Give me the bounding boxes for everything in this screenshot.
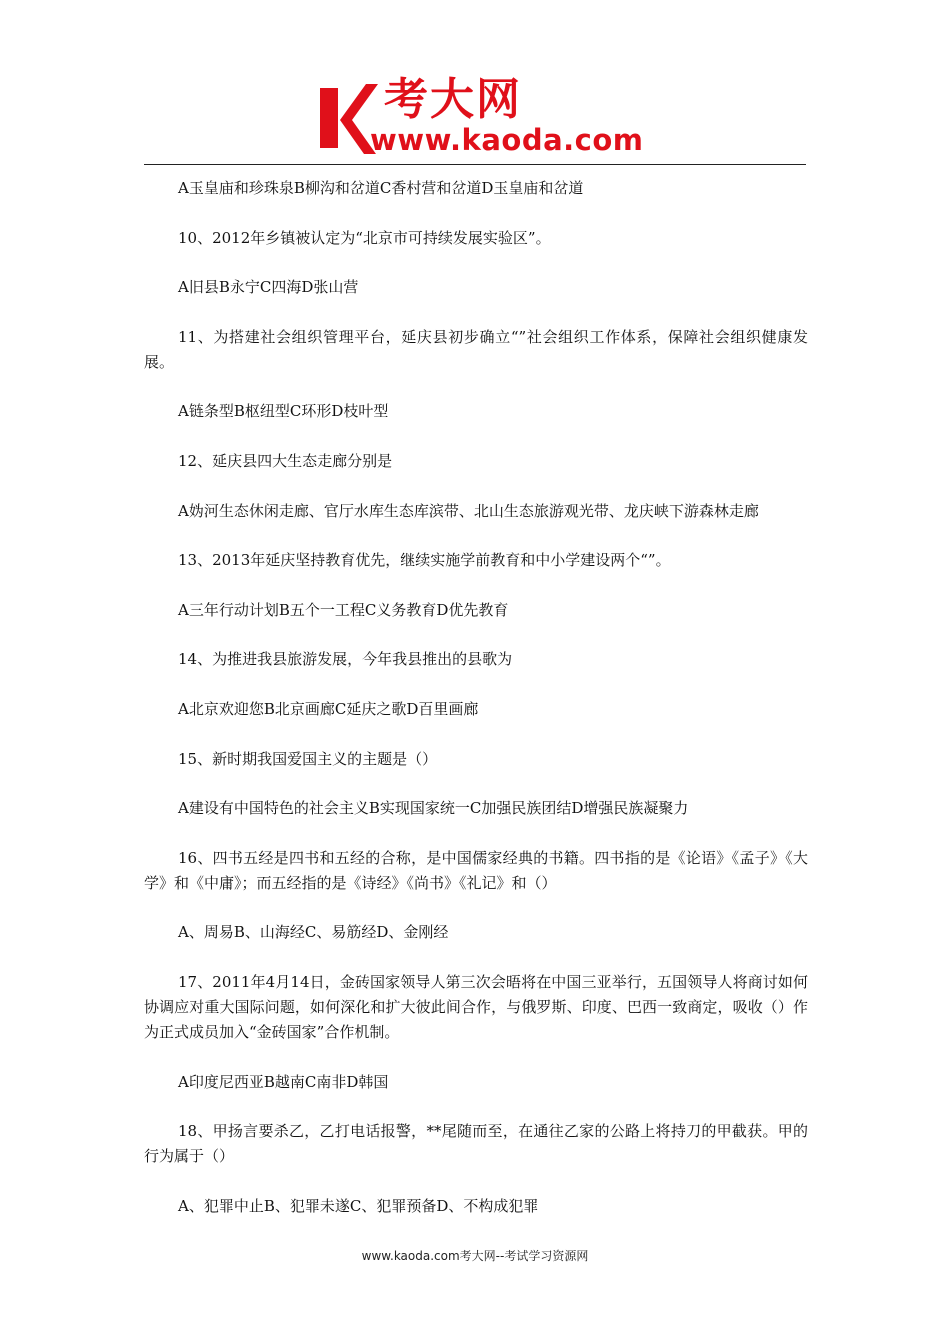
question-17: 17、2011年4月14日，金砖国家领导人第三次会晤将在中国三亚举行，五国领导人将商讨如何协调应对重大国际问题，如何深化和扩大彼此间合作，与俄罗斯、印度、巴西一致商定，吸收（）作为正式成员加入“金砖国家”合作机制。 [144, 972, 808, 1041]
k-logo-icon [318, 78, 378, 158]
question-10: 10、2012年乡镇被认定为“北京市可持续发展实验区”。 [178, 228, 551, 247]
answer-options-12: A妫河生态休闲走廊、官厅水库生态库滨带、北山生态旅游观光带、龙庆峡下游森林走廊 [178, 501, 759, 520]
header-divider [144, 164, 806, 165]
kaoda-logo[interactable] [318, 74, 648, 160]
question-16: 16、四书五经是四书和五经的合称，是中国儒家经典的书籍。四书指的是《论语》《孟子》《大学》和《中庸》；而五经指的是《诗经》《尚书》《礼记》和（） [144, 848, 808, 892]
question-18: 18、甲扬言要杀乙，乙打电话报警，**尾随而至，在通往乙家的公路上将持刀的甲截获。甲的行为属于（） [144, 1122, 808, 1166]
answer-options-16: A、周易B、山海经C、易筋经D、金刚经 [178, 923, 449, 942]
answer-options-15: A建设有中国特色的社会主义B实现国家统一C加强民族团结D增强民族凝聚力 [178, 799, 689, 818]
answer-options-11: A链条型B枢纽型C环形D枝叶型 [178, 402, 389, 421]
question-12: 12、延庆县四大生态走廊分别是 [178, 451, 393, 470]
page-header [0, 0, 950, 170]
question-13: 13、2013年延庆坚持教育优先，继续实施学前教育和中小学建设两个“”。 [178, 551, 671, 570]
document-body [144, 176, 808, 1243]
answer-options-13: A三年行动计划B五个一工程C义务教育D优先教育 [178, 600, 509, 619]
logo-url: www.kaoda.com [370, 123, 644, 157]
page-footer: www.kaoda.com考大网--考试学习资源网 [361, 1249, 589, 1263]
answer-options-17: A印度尼西亚B越南C南非D韩国 [178, 1072, 389, 1091]
answer-options-18: A、犯罪中止B、犯罪未遂C、犯罪预备D、不构成犯罪 [178, 1196, 539, 1215]
answer-options-10: A旧县B永宁C四海D张山营 [178, 278, 359, 297]
question-14: 14、为推进我县旅游发展，今年我县推出的县歌为 [178, 650, 513, 669]
question-15: 15、新时期我国爱国主义的主题是（） [178, 749, 438, 768]
answer-options-14: A北京欢迎您B北京画廊C延庆之歌D百里画廊 [178, 699, 479, 718]
question-11: 11、为搭建社会组织管理平台，延庆县初步确立“”社会组织工作体系，保障社会组织健康发展。 [144, 327, 808, 371]
answer-options-9: A玉皇庙和珍珠泉B柳沟和岔道C香村营和岔道D玉皇庙和岔道 [178, 179, 584, 197]
logo-title: 考大网 [384, 74, 522, 125]
